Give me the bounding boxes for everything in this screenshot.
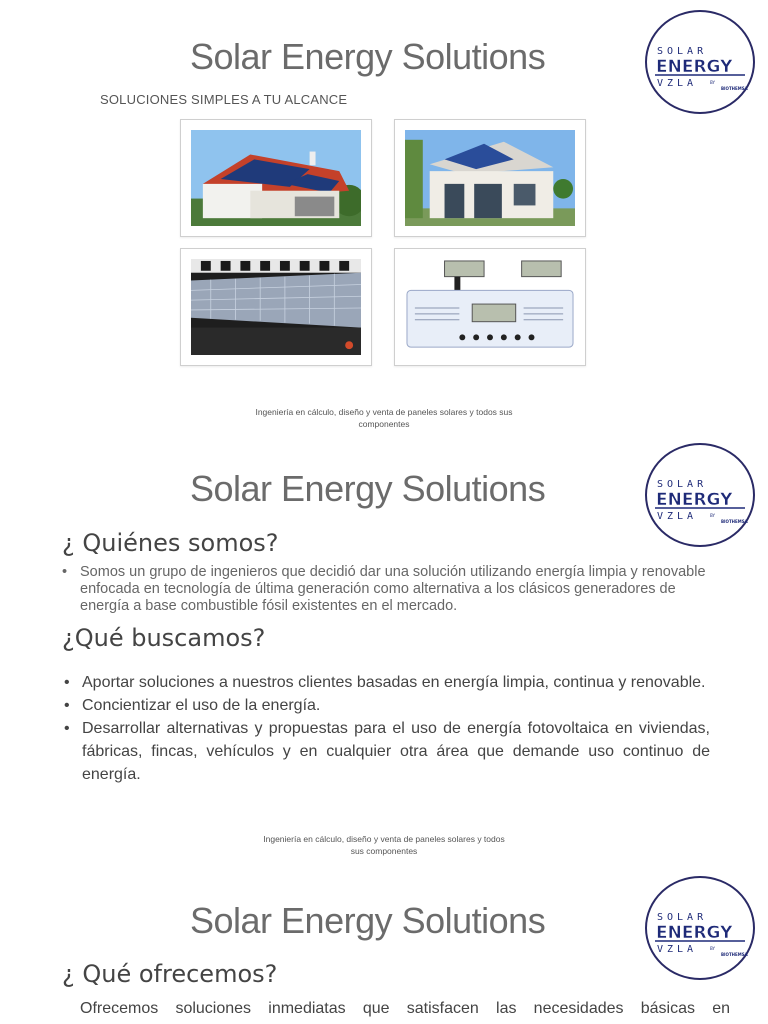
- logo-text-solar: SOLAR: [657, 46, 708, 57]
- logo-text-brand: BIOTHEMSA: [721, 519, 748, 524]
- slide-footer: [234, 406, 534, 430]
- goal-list: [62, 671, 710, 786]
- logo-text-solar: SOLAR: [657, 479, 708, 490]
- logo-text-by: BY: [710, 80, 715, 85]
- list-item: • Aportar soluciones a nuestros clientes basadas en energía limpia, continua y renovable.: [62, 671, 710, 694]
- slide-footer: [234, 833, 534, 857]
- list-item: • Somos un grupo de ingenieros que decidió dar una solución utilizando energía limpia y renovable enfocada en tecnología de última generación como alternativa a los clásicos generadores de energía a base combustible fósil existentes en el mercado.: [60, 564, 710, 615]
- photo-charge-controller: [394, 248, 586, 366]
- footer-line-2: componentes: [358, 419, 410, 429]
- footer-line-2: sus componentes: [350, 846, 418, 856]
- logo-text-brand: BIOTHEMSA: [721, 86, 748, 91]
- solar-energy-logo: [645, 876, 755, 980]
- photo-solar-panel-closeup: [180, 248, 372, 366]
- slide-title: Solar Energy Solutions: [190, 468, 546, 509]
- logo-text-vzla: VZLA: [657, 511, 698, 522]
- footer-line-1: Ingeniería en cálculo, diseño y venta de paneles solares y todos: [263, 834, 505, 844]
- logo-text-energy: ENERGY: [656, 923, 733, 943]
- logo-text-vzla: VZLA: [657, 944, 698, 955]
- logo-text-energy: ENERGY: [656, 57, 733, 77]
- logo-text-vzla: VZLA: [657, 78, 698, 89]
- solar-energy-logo: [645, 10, 755, 114]
- logo-graphic: [647, 12, 753, 112]
- solar-energy-logo: [645, 443, 755, 547]
- who-heading: ¿ Quiénes somos?: [62, 529, 279, 557]
- offer-text: Ofrecemos soluciones inmediatas que satisfacen las necesidades básicas en: [80, 1000, 730, 1017]
- logo-text-by: BY: [710, 946, 715, 951]
- slide-2: [0, 440, 768, 870]
- logo-graphic: [647, 445, 753, 545]
- offer-heading: ¿ Qué ofrecemos?: [62, 960, 278, 988]
- photo-white-house-panels: [394, 119, 586, 237]
- slide-3: [0, 870, 768, 1024]
- logo-text-energy: ENERGY: [656, 490, 733, 510]
- slide-subtitle: SOLUCIONES SIMPLES A TU ALCANCE: [100, 92, 348, 107]
- logo-text-by: BY: [710, 513, 715, 518]
- logo-text-brand: BIOTHEMSA: [721, 952, 748, 957]
- footer-line-1: Ingeniería en cálculo, diseño y venta de paneles solares y todos sus: [255, 407, 513, 417]
- slide-title: Solar Energy Solutions: [190, 900, 546, 941]
- photo-roof-solar-house: [180, 119, 372, 237]
- who-list: [60, 564, 710, 615]
- list-item: • Concientizar el uso de la energía.: [62, 694, 710, 717]
- slide-title: Solar Energy Solutions: [190, 36, 546, 77]
- slide-1: [0, 0, 768, 440]
- logo-text-solar: SOLAR: [657, 912, 708, 923]
- list-item: • Desarrollar alternativas y propuestas para el uso de energía fotovoltaica en viviendas, fábricas, fincas, vehículos y en cualquier otra área que demande uso continuo de energía.: [62, 717, 710, 786]
- goal-heading: ¿Qué buscamos?: [62, 624, 266, 652]
- logo-graphic: [647, 878, 753, 978]
